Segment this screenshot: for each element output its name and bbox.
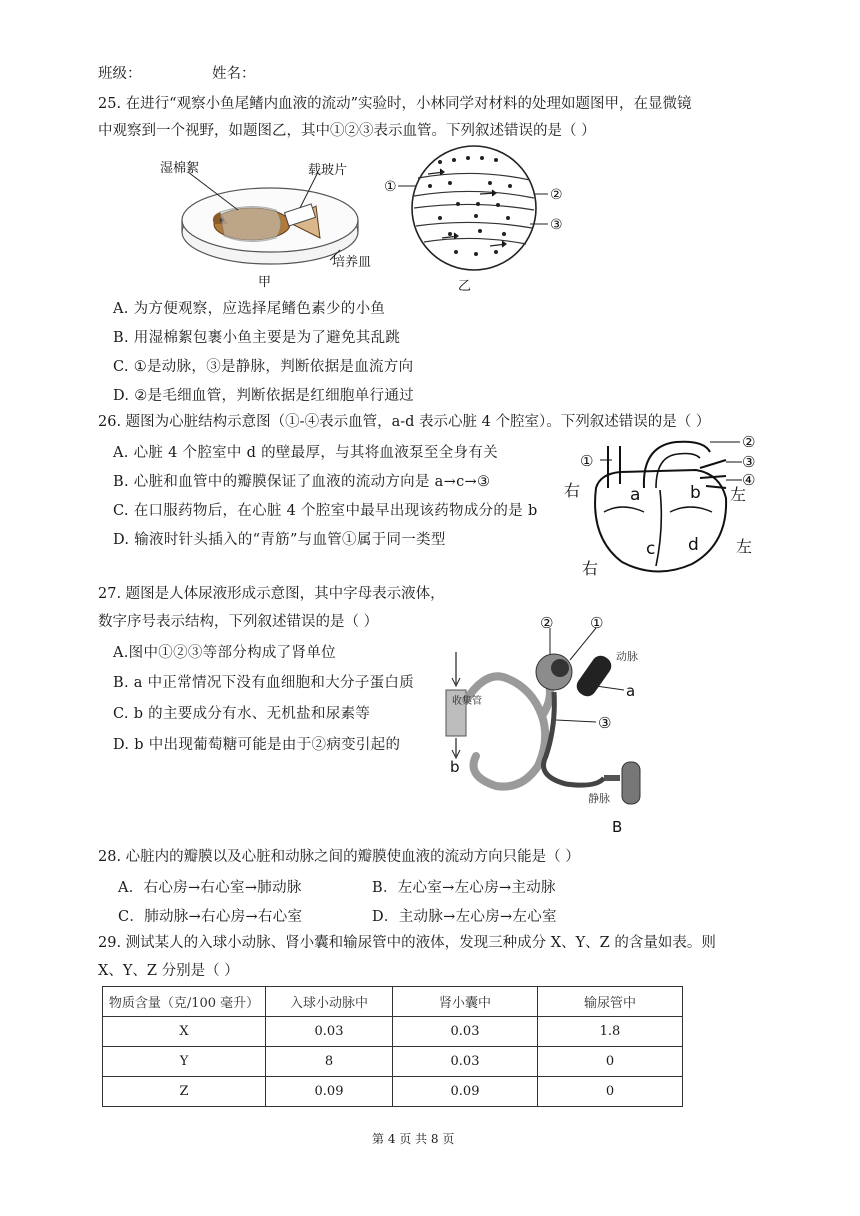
table-cell: 0.09 <box>393 1077 538 1107</box>
label-collecting: 收集管 <box>452 696 482 707</box>
table-cell: 1.8 <box>538 1017 683 1047</box>
table-cell: 0.03 <box>393 1047 538 1077</box>
q25-option-a[interactable]: A. 为方便观察，应选择尾鳍色素少的小鱼 <box>113 301 386 317</box>
vein-tube <box>622 762 640 804</box>
q27-option-c[interactable]: C. b 的主要成分有水、无机盐和尿素等 <box>113 706 371 722</box>
q25-option-d[interactable]: D. ②是毛细血管，判断依据是红细胞单行通过 <box>113 388 414 404</box>
table-cell: X <box>103 1017 266 1047</box>
q26-option-a[interactable]: A. 心脏 4 个腔室中 d 的壁最厚，与其将血液泵至全身有关 <box>113 445 498 461</box>
microscope-view-figure <box>380 138 580 298</box>
label-vein: 静脉 <box>588 792 610 805</box>
label-cotton: 湿棉絮 <box>160 161 200 176</box>
label-artery: 动脉 <box>616 650 638 663</box>
page-number: 第 4 页 共 8 页 <box>372 1132 455 1146</box>
chamber-d: d <box>688 535 699 555</box>
q25-stem-line2: 中观察到一个视野，如题图乙，其中①②③表示血管。下列叙述错误的是（ ） <box>98 123 596 139</box>
chamber-b: b <box>690 483 701 503</box>
nephron-label-3: ③ <box>598 714 612 732</box>
q26-option-c[interactable]: C. 在口服药物后，在心脏 4 个腔室中最早出现该药物成分的是 b <box>113 503 538 519</box>
tubule-loop <box>466 676 545 786</box>
q26-option-d[interactable]: D. 输液时针头插入的“青筋”与血管①属于同一类型 <box>113 532 446 548</box>
table-row <box>103 1077 683 1107</box>
q29-stem-line1: 29. 测试某人的入球小动脉、肾小囊和输尿管中的液体，发现三种成分 X、Y、Z 的含量如表。则 <box>98 935 716 951</box>
side-left-bottom: 左 <box>736 537 753 556</box>
label-b: b <box>450 758 460 776</box>
q29-stem-line2: X、Y、Z 分别是（ ） <box>98 963 239 979</box>
q27-option-b[interactable]: B. a 中正常情况下没有血细胞和大分子蛋白质 <box>113 675 415 691</box>
vessel-label-3: ③ <box>550 217 563 233</box>
table-cell: 0 <box>538 1077 683 1107</box>
nephron-label-1: ① <box>590 616 604 632</box>
leader-n1-neph <box>570 628 596 660</box>
glomerulus-1 <box>551 659 569 677</box>
composition-table <box>102 986 683 1107</box>
heart-vessel-4: ④ <box>742 471 756 489</box>
nephron-label-2: ② <box>540 616 554 632</box>
capillary-network <box>544 692 605 785</box>
heart-vessel-3: ③ <box>742 453 756 471</box>
table-row <box>103 1017 683 1047</box>
q28-stem: 28. 心脏内的瓣膜以及心脏和动脉之间的瓣膜使血液的流动方向只能是（ ） <box>98 849 580 865</box>
table-header-row <box>103 987 683 1017</box>
table-header-cell: 入球小动脉中 <box>266 987 393 1017</box>
table-cell: Z <box>103 1077 266 1107</box>
q26-stem: 26. 题图为心脏结构示意图（①-④表示血管，a-d 表示心脏 4 个腔室）。下列叙述错误的是（ ） <box>98 414 711 430</box>
side-right-top: 右 <box>564 481 581 500</box>
q26-option-b[interactable]: B. 心脏和血管中的瓣膜保证了血液的流动方向是 a→c→③ <box>113 474 491 490</box>
q27-option-a[interactable]: A.图中①②③等部分构成了肾单位 <box>113 645 336 661</box>
chamber-a: a <box>630 485 641 505</box>
vessel-label-2: ② <box>550 187 563 203</box>
label-dish: 培养皿 <box>332 255 372 270</box>
table-cell: 0.03 <box>393 1017 538 1047</box>
q27-stem-line2: 数字序号表示结构，下列叙述错误的是（ ） <box>98 614 379 630</box>
q28-option-a[interactable]: A．右心房→右心室→肺动脉 <box>118 880 302 896</box>
q25-option-c[interactable]: C. ①是动脉，③是静脉，判断依据是血流方向 <box>113 359 414 375</box>
table-header-cell: 物质含量（克/100 毫升） <box>103 987 266 1017</box>
fish-dish-figure <box>150 150 390 290</box>
q28-option-d[interactable]: D．主动脉→左心房→左心室 <box>372 909 557 925</box>
caption-yi: 乙 <box>458 279 472 294</box>
vessel-label-1: ① <box>384 179 397 195</box>
table-cell: 8 <box>266 1047 393 1077</box>
wet-cotton <box>220 206 281 241</box>
leader-a <box>596 686 624 690</box>
q27-option-d[interactable]: D. b 中出现葡萄糖可能是由于②病变引起的 <box>113 737 401 753</box>
label-a: a <box>626 682 636 700</box>
table-header-cell: 肾小囊中 <box>393 987 538 1017</box>
side-right-bottom: 右 <box>582 559 599 578</box>
chamber-c: c <box>646 539 656 559</box>
name-label: 姓名： <box>212 66 256 82</box>
label-slide: 载玻片 <box>308 163 348 178</box>
q28-option-b[interactable]: B．左心室→左心房→主动脉 <box>372 880 556 896</box>
class-label: 班级： <box>98 66 142 82</box>
table-cell: 0.09 <box>266 1077 393 1107</box>
heart-vessel-1: ① <box>580 452 594 470</box>
nephron-diagram <box>436 616 686 838</box>
table-cell: Y <box>103 1047 266 1077</box>
q28-option-c[interactable]: C．肺动脉→右心房→右心室 <box>118 909 303 925</box>
table-header-cell: 输尿管中 <box>538 987 683 1017</box>
leader-3 <box>556 720 596 722</box>
q25-stem-line1: 25. 在进行“观察小鱼尾鳍内血液的流动”实验时，小林同学对材料的处理如题图甲，在显微镜 <box>98 96 692 112</box>
caption-jia: 甲 <box>258 275 272 290</box>
artery-vessel <box>573 652 615 700</box>
label-B: B <box>612 818 623 836</box>
heart-vessel-2: ② <box>742 433 756 451</box>
side-left-top: 左 <box>730 485 747 504</box>
q27-stem-line1: 27. 题图是人体尿液形成示意图，其中字母表示液体， <box>98 586 445 602</box>
table-cell: 0.03 <box>266 1017 393 1047</box>
table-cell: 0 <box>538 1047 683 1077</box>
heart-diagram <box>560 428 786 588</box>
q25-option-b[interactable]: B. 用湿棉絮包裹小鱼主要是为了避免其乱跳 <box>113 330 401 346</box>
table-row <box>103 1047 683 1077</box>
